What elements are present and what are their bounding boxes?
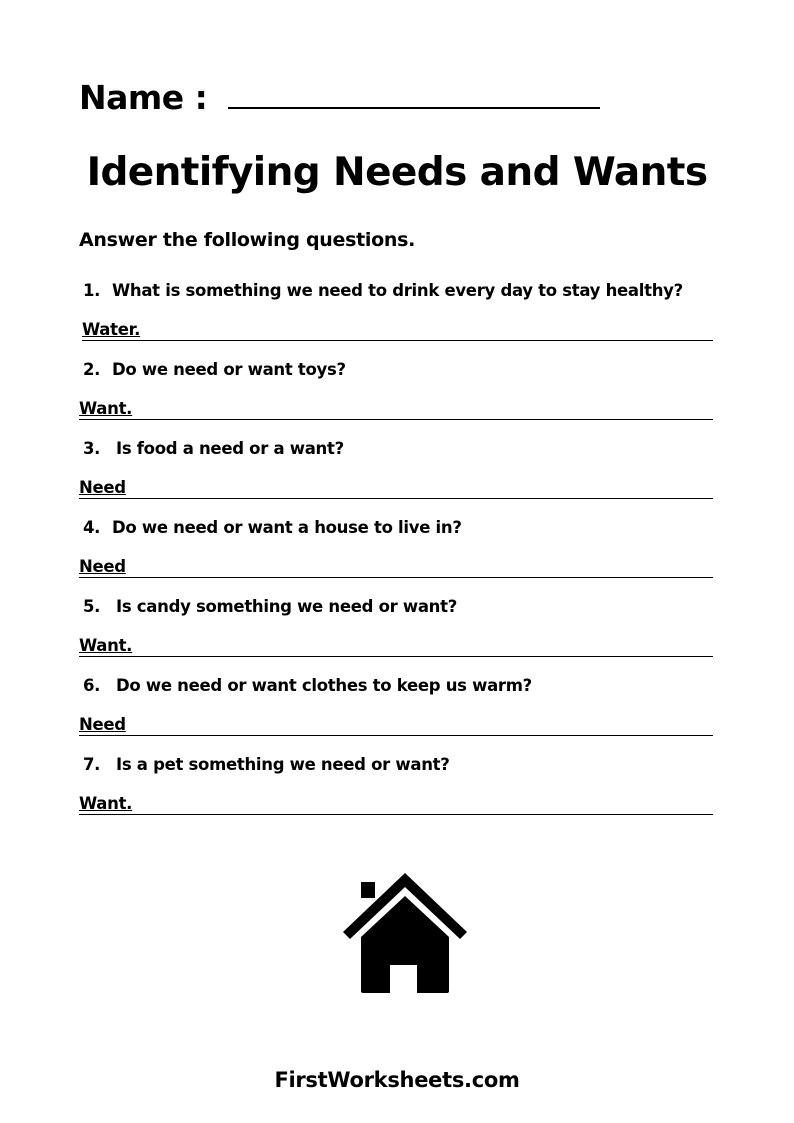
answer-line-5[interactable] <box>79 635 713 657</box>
question-3 <box>83 439 344 458</box>
question-text: Is food a need or a want? <box>116 439 344 458</box>
question-number: 7. <box>83 755 101 774</box>
answer-text: Want. <box>79 399 133 418</box>
question-text: Is candy something we need or want? <box>116 597 457 616</box>
page-title: Identifying Needs and Wants <box>86 150 708 195</box>
question-text: Is a pet something we need or want? <box>116 755 450 774</box>
name-row <box>79 78 600 117</box>
question-text: What is something we need to drink every day to stay healthy? <box>112 281 683 300</box>
question-4 <box>83 518 462 537</box>
footer-site-name: FirstWorksheets.com <box>274 1068 520 1092</box>
answer-line-1[interactable] <box>82 319 713 341</box>
instructions: Answer the following questions. <box>79 229 416 251</box>
question-2 <box>83 360 346 379</box>
question-text: Do we need or want toys? <box>112 360 346 379</box>
answer-line-2[interactable] <box>79 398 713 420</box>
question-number: 2. <box>83 360 101 379</box>
answer-line-4[interactable] <box>79 556 713 578</box>
answer-text: Need <box>79 557 126 576</box>
answer-text: Want. <box>79 636 133 655</box>
name-label: Name : <box>79 78 208 117</box>
name-blank-line[interactable] <box>228 107 600 109</box>
question-number: 4. <box>83 518 101 537</box>
question-number: 6. <box>83 676 101 695</box>
question-text: Do we need or want a house to live in? <box>112 518 462 537</box>
answer-text: Need <box>79 478 126 497</box>
question-number: 5. <box>83 597 101 616</box>
question-number: 3. <box>83 439 101 458</box>
answer-line-3[interactable] <box>79 477 713 499</box>
answer-text: Need <box>79 715 126 734</box>
answer-line-6[interactable] <box>79 714 713 736</box>
answer-text: Want. <box>79 794 133 813</box>
answer-line-7[interactable] <box>79 793 713 815</box>
question-7 <box>83 755 450 774</box>
question-6 <box>83 676 532 695</box>
question-number: 1. <box>83 281 101 300</box>
question-1 <box>83 281 683 300</box>
answer-text: Water. <box>82 320 141 339</box>
house-icon <box>342 873 468 995</box>
question-5 <box>83 597 457 616</box>
question-text: Do we need or want clothes to keep us warm? <box>116 676 532 695</box>
